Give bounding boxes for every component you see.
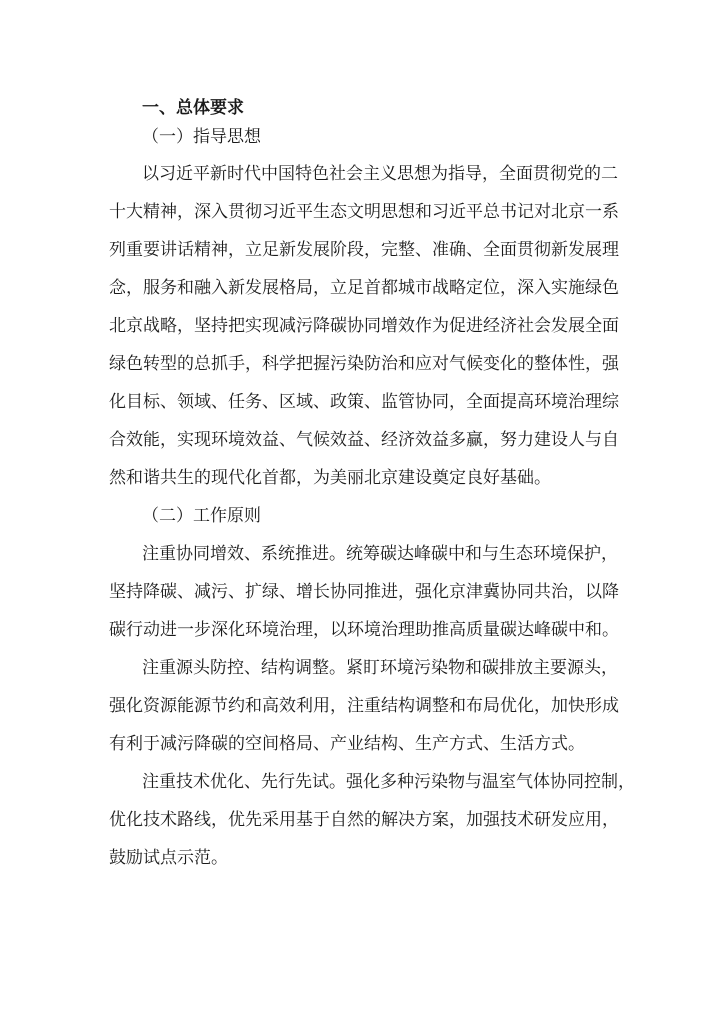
paragraph-line: 以习近平新时代中国特色社会主义思想为指导，全面贯彻党的二: [142, 164, 618, 184]
paragraph-line: 十大精神，深入贯彻习近平生态文明思想和习近平总书记对北京一系: [109, 202, 619, 222]
subsection-heading-guiding-thought: （一）指导思想: [142, 127, 261, 147]
paragraph-line: 有利于减污降碳的空间格局、产业结构、生产方式、生活方式。: [109, 734, 585, 754]
paragraph-line: 化目标、领域、任务、区域、政策、监管协同，全面提高环境治理综: [109, 392, 619, 412]
paragraph-line: 鼓励试点示范。: [109, 848, 228, 868]
paragraph-line: 注重源头防控、结构调整。紧盯环境污染物和碳排放主要源头，: [142, 658, 618, 678]
subsection-heading-work-principles: （二）工作原则: [142, 506, 261, 526]
paragraph-line: 绿色转型的总抓手，科学把握污染防治和应对气候变化的整体性，强: [109, 354, 619, 374]
paragraph-line: 碳行动进一步深化环境治理，以环境治理助推高质量碳达峰碳中和。: [109, 620, 619, 640]
paragraph-line: 优化技术路线，优先采用基于自然的解决方案，加强技术研发应用，: [109, 810, 619, 830]
paragraph-line: 北京战略，坚持把实现减污降碳协同增效作为促进经济社会发展全面: [109, 316, 619, 336]
paragraph-line: 然和谐共生的现代化首都，为美丽北京建设奠定良好基础。: [109, 468, 551, 488]
paragraph-line: 列重要讲话精神，立足新发展阶段，完整、准确、全面贯彻新发展理: [109, 240, 619, 260]
paragraph-line: 合效能，实现环境效益、气候效益、经济效益多赢，努力建设人与自: [109, 430, 619, 450]
paragraph-line: 念，服务和融入新发展格局，立足首都城市战略定位，深入实施绿色: [109, 278, 619, 298]
paragraph-line: 注重技术优化、先行先试。强化多种污染物与温室气体协同控制，: [142, 772, 635, 792]
paragraph-line: 坚持降碳、减污、扩绿、增长协同推进，强化京津冀协同共治，以降: [109, 582, 619, 602]
paragraph-line: 强化资源能源节约和高效利用，注重结构调整和布局优化，加快形成: [109, 696, 619, 716]
section-heading: 一、总体要求: [142, 98, 244, 118]
paragraph-line: 注重协同增效、系统推进。统筹碳达峰碳中和与生态环境保护，: [142, 544, 618, 564]
